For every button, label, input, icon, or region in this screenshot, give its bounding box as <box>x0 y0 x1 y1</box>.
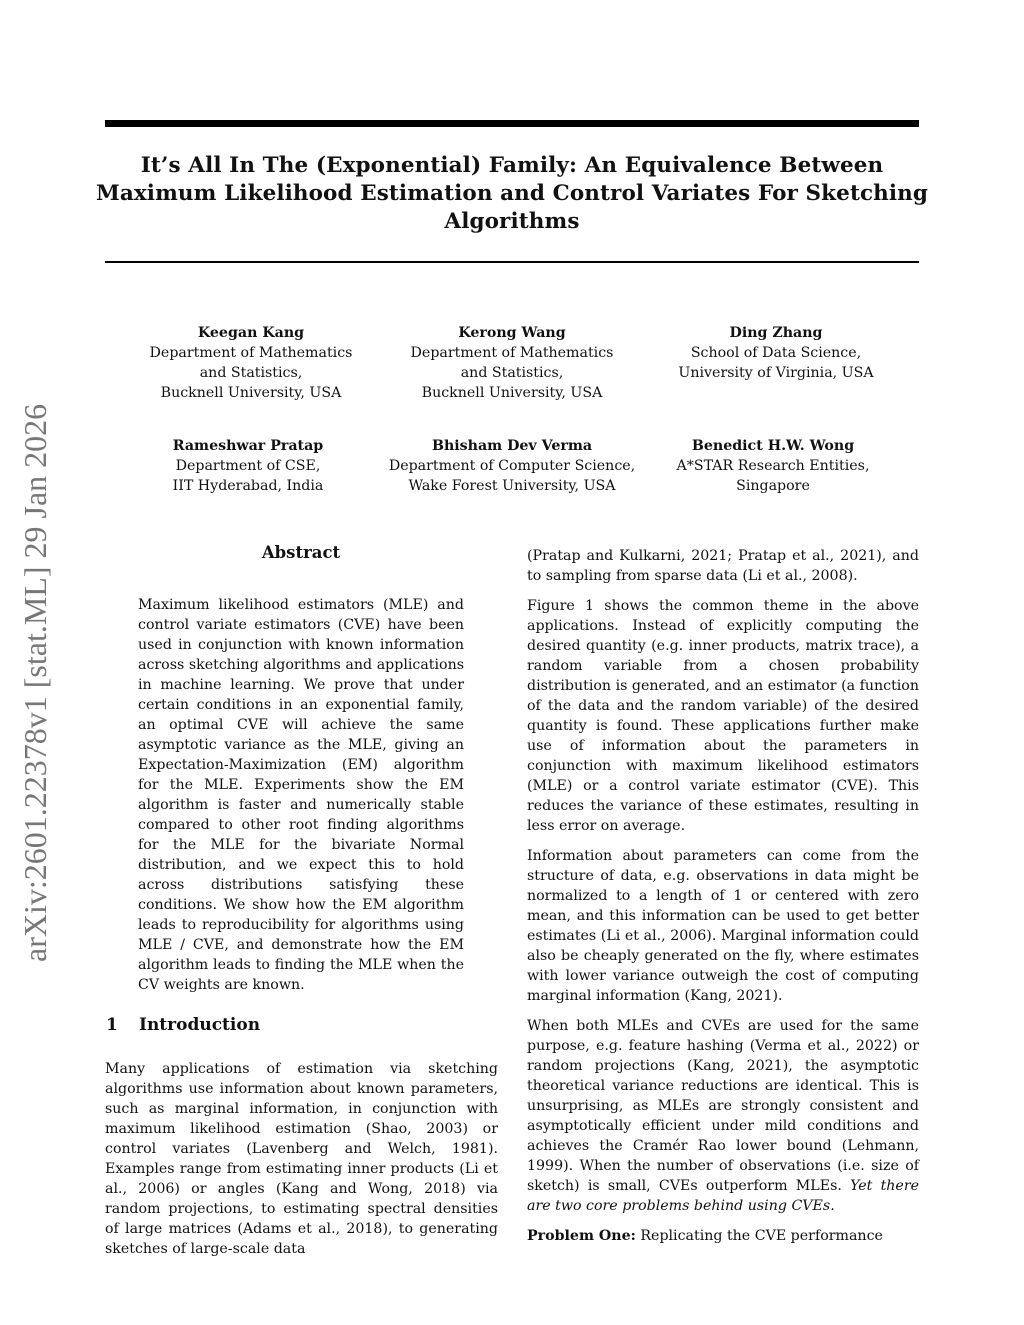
section-title: Introduction <box>139 1015 261 1035</box>
paragraph-text: Replicating the CVE performance <box>640 1228 883 1244</box>
arxiv-stamp: arXiv:2601.22378v1 [stat.ML] 29 Jan 2026 <box>17 403 53 962</box>
author-block <box>651 323 901 383</box>
author-affiliation: Bucknell University, USA <box>421 385 603 401</box>
paragraph <box>527 1226 919 1246</box>
author-affiliation: Wake Forest University, USA <box>408 478 616 494</box>
author-name: Ding Zhang <box>729 325 823 341</box>
author-name: Kerong Wang <box>458 325 566 341</box>
abstract-text: Maximum likelihood estimators (MLE) and control variate estimators (CVE) have been used in conjunction with known information across sketching algorithms and applications in machine learning. We prove that under certain conditions in an exponential family, an optimal CVE will achieve the same asymptotic variance as the MLE, giving an Expectation-Maximization (EM) algorithm for the MLE. Experiments show the EM algorithm is faster and numerically stable compared to other root finding algorithms for the MLE for the bivariate Normal distribution, and we expect this to hold across distributions satisfying these conditions. We show how the EM algorithm leads to reproducibility for algorithms using MLE / CVE, and demonstrate how the EM algorithm leads to finding the MLE when the CV weights are known. <box>138 597 464 993</box>
author-affiliation: Department of Mathematics <box>410 345 614 361</box>
author-name: Benedict H.W. Wong <box>691 438 855 454</box>
left-column-body <box>105 1059 498 1259</box>
paragraph-text: When both MLEs and CVEs are used for the same purpose, e.g. feature hashing (Verma et al., 2022) or random projections (Kang, 2021), the asymptotic theoretical variance reductions are identical. This is unsurprising, as MLEs are strongly consistent and asymptotically efficient under mild conditions and achieves the Cramér Rao lower bound (Lehmann, 1999). When the number of observations (i.e. size of sketch) is small, CVEs outperform MLEs. <box>527 1018 919 1194</box>
paragraph: Figure 1 shows the common theme in the above applications. Instead of explicitly computing the desired quantity (e.g. inner products, matrix trace), a random variable from a chosen probability distribution is generated, and an estimator (a function of the data and the random variable) of the desired quantity is found. These applications further make use of information about the parameters in conjunction with maximum likelihood estimators (MLE) or a control variate estimator (CVE). This reduces the variance of these estimates, resulting in less error on average. <box>527 598 919 834</box>
italic-text: Yet there are two core problems behind using CVEs. <box>527 1178 920 1214</box>
author-affiliation: and Statistics, <box>460 365 564 381</box>
paper-title: It’s All In The (Exponential) Family: An Equivalence Between Maximum Likelihood Estimation and Control Variates For Sketching Algorithms <box>95 153 929 234</box>
author-affiliation: Department of Mathematics <box>149 345 353 361</box>
section-heading <box>106 1015 260 1035</box>
author-name: Bhisham Dev Verma <box>431 438 593 454</box>
top-rule <box>105 120 919 127</box>
problem-label: Problem One: <box>527 1228 636 1244</box>
author-block <box>648 436 898 496</box>
paragraph: (Pratap and Kulkarni, 2021; Pratap et al., 2021), and to sampling from sparse data (Li et al., 2008). <box>527 548 919 584</box>
author-affiliation: Singapore <box>736 478 810 494</box>
abstract-body <box>138 595 464 995</box>
author-affiliation: Bucknell University, USA <box>160 385 342 401</box>
right-column-body <box>527 546 919 1256</box>
author-affiliation: IIT Hyderabad, India <box>172 478 324 494</box>
author-affiliation: Department of Computer Science, <box>388 458 636 474</box>
paragraph: Many applications of estimation via sketching algorithms use information about known parameters, such as marginal information, in conjunction with maximum likelihood estimation (Shao, 2003) or control variates (Lavenberg and Welch, 1981). Examples range from estimating inner products (Li et al., 2006) or angles (Kang and Wong, 2018) via random projections, to estimating spectral densities of large matrices (Adams et al., 2018), to generating sketches of large-scale data <box>105 1061 498 1257</box>
author-affiliation: University of Virginia, USA <box>678 365 874 381</box>
author-block <box>126 323 376 403</box>
author-affiliation: A*STAR Research Entities, <box>676 458 870 474</box>
section-number: 1 <box>106 1015 118 1035</box>
author-name: Keegan Kang <box>197 325 305 341</box>
author-block <box>123 436 373 496</box>
paragraph: Information about parameters can come from the structure of data, e.g. observations in data might be normalized to a length of 1 or centered with zero mean, and this information can be used to get better estimates (Li et al., 2006). Marginal information could also be cheaply generated on the fly, where estimates with lower variance outweigh the cost of computing marginal information (Kang, 2021). <box>527 848 919 1004</box>
paragraph <box>527 1016 919 1216</box>
title-rule <box>105 261 919 263</box>
author-block <box>387 436 637 496</box>
author-block <box>387 323 637 403</box>
author-name: Rameshwar Pratap <box>172 438 324 454</box>
abstract-heading: Abstract <box>261 543 341 562</box>
author-affiliation: School of Data Science, <box>690 345 862 361</box>
author-affiliation: and Statistics, <box>199 365 303 381</box>
author-affiliation: Department of CSE, <box>175 458 321 474</box>
